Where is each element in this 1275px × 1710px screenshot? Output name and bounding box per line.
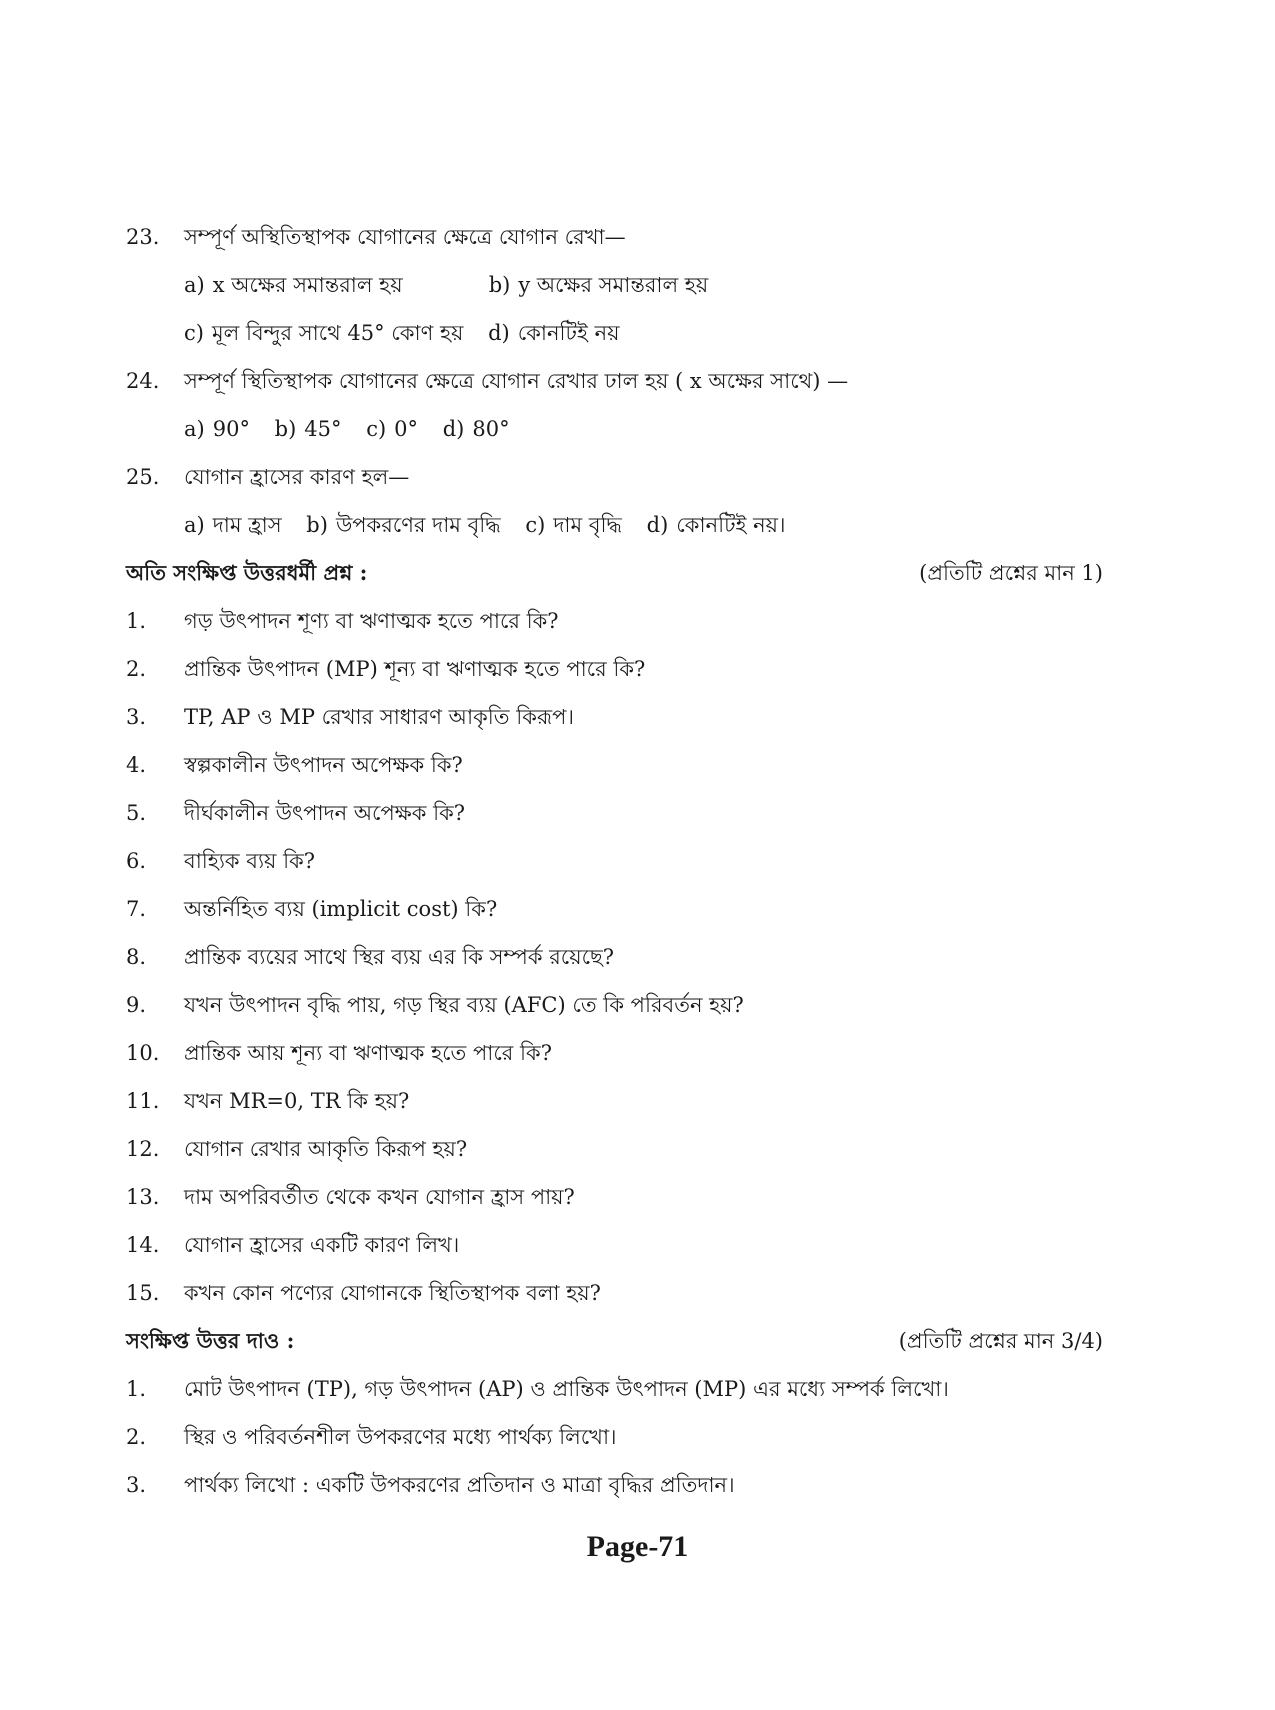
very-short-question bbox=[0, 839, 1275, 883]
option-text: দাম হ্রাস bbox=[212, 513, 282, 537]
option-text: 80° bbox=[472, 417, 510, 441]
option-label: c) bbox=[184, 321, 204, 345]
section-heading: অতি সংক্ষিপ্ত উত্তরধর্মী প্রশ্ন : bbox=[126, 560, 368, 585]
section-marks: (প্রতিটি প্রশ্নের মান 3/4) bbox=[898, 1329, 1103, 1353]
option-a bbox=[184, 503, 282, 547]
question-number: 23. bbox=[126, 225, 160, 249]
question-text: প্রান্তিক ব্যয়ের সাথে স্থির ব্যয় এর কি সম্পর্ক রয়েছে? bbox=[184, 945, 614, 969]
question-text: যোগান হ্রাসের কারণ হল— bbox=[184, 465, 410, 489]
very-short-question bbox=[0, 1223, 1275, 1267]
option-text: x অক্ষের সমান্তরাল হয় bbox=[212, 273, 403, 297]
mcq-options-25 bbox=[0, 503, 1275, 547]
option-text: y অক্ষের সমান্তরাল হয় bbox=[518, 273, 709, 297]
question-text: অন্তর্নিহিত ব্যয় (implicit cost) কি? bbox=[184, 897, 498, 921]
question-number: 2. bbox=[126, 1425, 147, 1449]
question-text: যোগান হ্রাসের একটি কারণ লিখ। bbox=[184, 1233, 460, 1257]
question-number: 2. bbox=[126, 657, 147, 681]
question-text: প্রান্তিক উৎপাদন (MP) শূন্য বা ঋণাত্মক হতে পারে কি? bbox=[184, 657, 646, 681]
question-number: 8. bbox=[126, 945, 147, 969]
option-text: উপকরণের দাম বৃদ্ধি bbox=[335, 513, 501, 537]
question-number: 5. bbox=[126, 801, 147, 825]
option-a bbox=[184, 407, 250, 451]
mcq-options-24 bbox=[0, 407, 1275, 451]
option-label: d) bbox=[646, 513, 669, 537]
option-label: d) bbox=[442, 417, 465, 441]
very-short-question bbox=[0, 1031, 1275, 1075]
option-c bbox=[525, 503, 622, 547]
options bbox=[184, 407, 528, 451]
option-a bbox=[184, 263, 464, 307]
question-text: স্বল্পকালীন উৎপাদন অপেক্ষক কি? bbox=[184, 753, 463, 777]
question-number: 24. bbox=[126, 369, 160, 393]
option-b bbox=[306, 503, 500, 547]
question-number: 11. bbox=[126, 1089, 160, 1113]
question-number: 4. bbox=[126, 753, 147, 777]
page-number: Page-71 bbox=[586, 1530, 689, 1563]
option-label: a) bbox=[184, 273, 205, 297]
question-text: প্রান্তিক আয় শূন্য বা ঋণাত্মক হতে পারে কি? bbox=[184, 1041, 552, 1065]
option-d bbox=[647, 503, 786, 547]
option-label: b) bbox=[488, 273, 511, 297]
question-number: 13. bbox=[126, 1185, 160, 1209]
option-label: d) bbox=[488, 321, 510, 345]
option-d bbox=[443, 407, 510, 451]
very-short-question bbox=[0, 599, 1275, 643]
very-short-question bbox=[0, 1127, 1275, 1171]
very-short-question bbox=[0, 935, 1275, 979]
option-label: a) bbox=[184, 513, 205, 537]
short-question bbox=[0, 1415, 1275, 1459]
options bbox=[184, 503, 804, 547]
mcq-question-24 bbox=[0, 359, 1275, 403]
option-text: দাম বৃদ্ধি bbox=[553, 513, 622, 537]
mcq-options-23-row-1 bbox=[0, 263, 1275, 307]
question-number: 14. bbox=[126, 1233, 160, 1257]
options bbox=[184, 263, 726, 307]
very-short-question bbox=[0, 647, 1275, 691]
question-text: বাহ্যিক ব্যয় কি? bbox=[184, 849, 316, 873]
option-text: 90° bbox=[212, 417, 250, 441]
section-heading: সংক্ষিপ্ত উত্তর দাও : bbox=[126, 1328, 295, 1353]
question-text: সম্পূর্ণ অস্থিতিস্থাপক যোগানের ক্ষেত্রে যোগান রেখা— bbox=[184, 225, 626, 249]
section-short-header bbox=[0, 1319, 1275, 1363]
question-number: 3. bbox=[126, 1473, 147, 1497]
short-question bbox=[0, 1463, 1275, 1507]
option-label: b) bbox=[274, 417, 297, 441]
option-text: কোনটিই নয় bbox=[517, 321, 620, 345]
question-text: দীর্ঘকালীন উৎপাদন অপেক্ষক কি? bbox=[184, 801, 466, 825]
very-short-question bbox=[0, 887, 1275, 931]
option-text: কোনটিই নয়। bbox=[676, 513, 786, 537]
question-number: 15. bbox=[126, 1281, 160, 1305]
question-number: 25. bbox=[126, 465, 160, 489]
option-label: c) bbox=[525, 513, 546, 537]
option-d bbox=[488, 311, 619, 355]
question-text: সম্পূর্ণ স্থিতিস্থাপক যোগানের ক্ষেত্রে যোগান রেখার ঢাল হয় ( x অক্ষের সাথে) — bbox=[184, 369, 849, 393]
option-label: a) bbox=[184, 417, 205, 441]
very-short-question bbox=[0, 695, 1275, 739]
very-short-question bbox=[0, 983, 1275, 1027]
question-text: দাম অপরিবর্তীত থেকে কখন যোগান হ্রাস পায়? bbox=[184, 1185, 575, 1209]
option-c bbox=[184, 311, 463, 355]
option-b bbox=[275, 407, 342, 451]
mcq-question-23 bbox=[0, 215, 1275, 259]
option-label: c) bbox=[366, 417, 387, 441]
option-label: b) bbox=[306, 513, 328, 537]
mcq-options-23-row-2 bbox=[0, 311, 1275, 355]
short-question bbox=[0, 1367, 1275, 1411]
question-number: 7. bbox=[126, 897, 147, 921]
question-number: 1. bbox=[126, 609, 147, 633]
question-text: কখন কোন পণ্যের যোগানকে স্থিতিস্থাপক বলা হয়? bbox=[184, 1281, 601, 1305]
question-number: 1. bbox=[126, 1377, 147, 1401]
section-marks: (প্রতিটি প্রশ্নের মান 1) bbox=[919, 561, 1103, 585]
options bbox=[184, 311, 638, 355]
option-text: মূল বিন্দুর সাথে 45° কোণ হয় bbox=[211, 321, 464, 345]
question-number: 10. bbox=[126, 1041, 160, 1065]
very-short-question bbox=[0, 1271, 1275, 1315]
option-text: 0° bbox=[394, 417, 419, 441]
very-short-question bbox=[0, 743, 1275, 787]
section-very-short-header bbox=[0, 551, 1275, 595]
question-text: TP, AP ও MP রেখার সাধারণ আকৃতি কিরূপ। bbox=[184, 705, 574, 729]
question-text: যখন MR=0, TR কি হয়? bbox=[184, 1089, 410, 1113]
question-text: গড় উৎপাদন শূণ্য বা ঋণাত্মক হতে পারে কি? bbox=[184, 609, 559, 633]
question-text: যোগান রেখার আকৃতি কিরূপ হয়? bbox=[184, 1137, 468, 1161]
mcq-question-25 bbox=[0, 455, 1275, 499]
option-b bbox=[489, 263, 709, 307]
question-number: 3. bbox=[126, 705, 147, 729]
option-c bbox=[366, 407, 418, 451]
question-text: পার্থক্য লিখো : একটি উপকরণের প্রতিদান ও মাত্রা বৃদ্ধির প্রতিদান। bbox=[184, 1473, 735, 1497]
question-number: 9. bbox=[126, 993, 147, 1017]
question-text: মোট উৎপাদন (TP), গড় উৎপাদন (AP) ও প্রান্তিক উৎপাদন (MP) এর মধ্যে সম্পর্ক লিখো। bbox=[184, 1377, 949, 1401]
very-short-question bbox=[0, 791, 1275, 835]
very-short-question bbox=[0, 1079, 1275, 1123]
very-short-question bbox=[0, 1175, 1275, 1219]
question-number: 12. bbox=[126, 1137, 160, 1161]
question-text: যখন উৎপাদন বৃদ্ধি পায়, গড় স্থির ব্যয় (AFC) তে কি পরিবর্তন হয়? bbox=[184, 993, 744, 1017]
option-text: 45° bbox=[304, 417, 342, 441]
question-number: 6. bbox=[126, 849, 147, 873]
question-text: স্থির ও পরিবর্তনশীল উপকরণের মধ্যে পার্থক্য লিখো। bbox=[184, 1425, 617, 1449]
